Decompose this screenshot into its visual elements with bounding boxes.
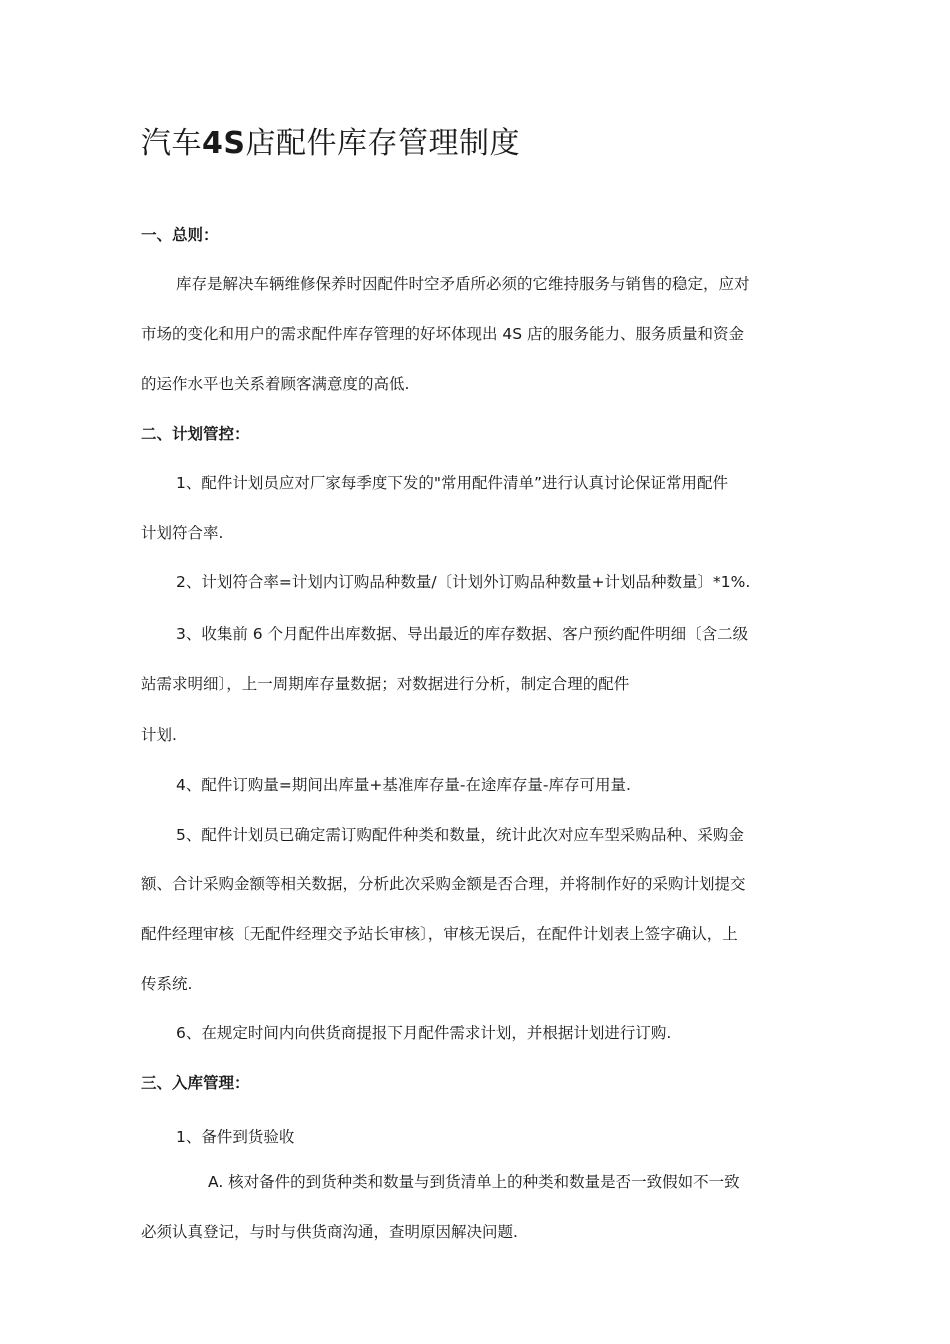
paragraph-line: 计划符合率. [141,524,224,542]
paragraph-line: 1、配件计划员应对厂家每季度下发的"常用配件清单”进行认真讨论保证常用配件 [176,474,729,492]
section-heading-general: 一、总则： [141,226,219,244]
paragraph-line: 2、计划符合率=计划内订购品种数量/〔计划外订购品种数量+计划品种数量〕*1%. [176,573,751,591]
document-title [141,124,520,164]
paragraph-line: 必须认真登记，与时与供货商沟通，查明原因解决问题. [141,1223,518,1241]
paragraph-line: 5、配件计划员已确定需订购配件种类和数量，统计此次对应车型采购品种、采购金 [176,826,744,844]
paragraph-line: A. 核对备件的到货种类和数量与到货清单上的种类和数量是否一致假如不一致 [208,1173,740,1191]
section-heading-inbound: 三、入库管理： [141,1074,250,1092]
paragraph-line: 6、在规定时间内向供货商提报下月配件需求计划，并根据计划进行订购. [176,1024,672,1042]
paragraph-line: 站需求明细〕，上一周期库存量数据；对数据进行分析，制定合理的配件 [141,675,630,693]
paragraph-line: 额、合计采购金额等相关数据，分析此次采购金额是否合理，并将制作好的采购计划提交 [141,875,746,893]
section-heading-plan: 二、计划管控： [141,425,250,443]
paragraph-line: 库存是解决车辆维修保养时因配件时空矛盾所必须的它维持服务与销售的稳定，应对 [176,275,750,293]
title-part3: 店配件库存管理制度 [245,126,520,161]
paragraph-line: 的运作水平也关系着顾客满意度的高低. [141,375,410,393]
title-part1: 汽车 [141,126,202,161]
paragraph-line: 3、收集前 6 个月配件出库数据、导出最近的库存数据、客户预约配件明细〔含二级 [176,625,749,643]
paragraph-line: 计划. [141,726,177,744]
paragraph-line: 4、配件订购量=期间出库量+基准库存量-在途库存量-库存可用量. [176,776,631,794]
title-part2: 4S [202,126,246,161]
paragraph-line: 传系统. [141,975,193,993]
paragraph-line: 1、备件到货验收 [176,1128,295,1146]
paragraph-line: 配件经理审核〔无配件经理交予站长审核〕，审核无误后，在配件计划表上签字确认，上 [141,925,738,943]
paragraph-line: 市场的变化和用户的需求配件库存管理的好坏体现出 4S 店的服务能力、服务质量和资金 [141,325,745,343]
